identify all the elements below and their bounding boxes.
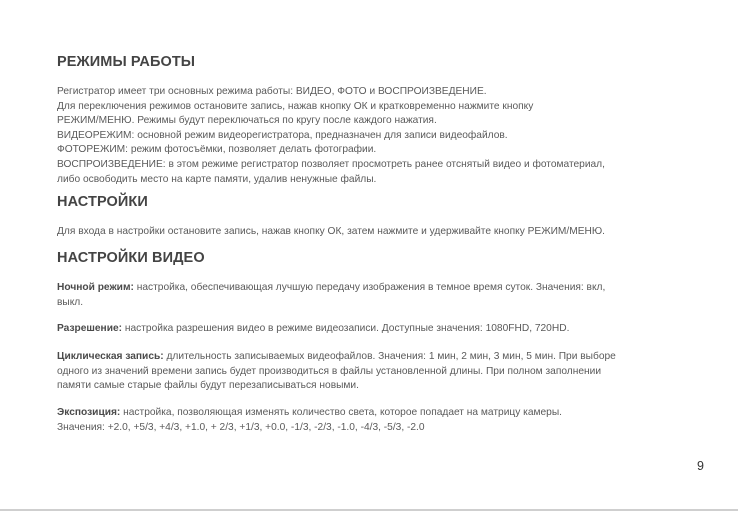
text-line: Для переключения режимов остановите запись, нажав кнопку ОК и кратковременно нажмите кнопку: [57, 100, 534, 112]
setting-loop-recording: [57, 350, 687, 394]
text-line: Регистратор имеет три основных режима работы: ВИДЕО, ФОТО и ВОСПРОИЗВЕДЕНИЕ.: [57, 86, 487, 97]
text-line: ВИДЕОРЕЖИМ: основной режим видеорегистратора, предназначен для записи видеофайлов.: [57, 129, 508, 141]
definition-text: настройка, позволяющая изменять количество света, которое попадает на матрицу камеры.: [120, 407, 562, 418]
paragraph-settings: [57, 225, 687, 240]
text-line: [57, 406, 687, 421]
definition-text: настройка разрешения видео в режиме видеозаписи. Доступные значения: 1080FHD, 720HD.: [122, 323, 570, 334]
text-line: Значения: +2.0, +5/3, +4/3, +1.0, + 2/3, +1/3, +0.0, -1/3, -2/3, -1.0, -4/3, -5/3, -2.0: [57, 421, 425, 433]
term-night-mode: Ночной режим:: [57, 282, 134, 293]
text-line: ВОСПРОИЗВЕДЕНИЕ: в этом режиме регистратор позволяет просмотреть ранее отснятый видео и фотоматериал,: [57, 158, 605, 170]
text-line: РЕЖИМ/МЕНЮ. Режимы будут переключаться по кругу после каждого нажатия.: [57, 115, 437, 127]
text-line: выкл.: [57, 296, 84, 308]
text-line: одного из значений времени запись будет производиться в файлы установленной длины. При полном заполнении: [57, 365, 602, 377]
definition-text: длительность записываемых видеофайлов. Значения: 1 мин, 2 мин, 3 мин, 5 мин. При выборе: [163, 351, 616, 362]
heading-settings: НАСТРОЙКИ: [57, 194, 148, 210]
term-exposure: Экспозиция:: [57, 407, 121, 418]
setting-exposure: [57, 406, 687, 435]
text-line: либо освободить место на карте памяти, удалив ненужные файлы.: [57, 173, 377, 185]
heading-video-settings: НАСТРОЙКИ ВИДЕО: [57, 250, 205, 266]
text-line: Для входа в настройки остановите запись, нажав кнопку ОК, затем нажмите и удерживайте кнопку РЕЖИМ/МЕНЮ.: [57, 226, 606, 237]
text-line: ФОТОРЕЖИМ: режим фотосъёмки, позволяет делать фотографии.: [57, 144, 377, 156]
definition-text: настройка, обеспечивающая лучшую передачу изображения в темное время суток. Значения: вкл,: [133, 282, 606, 293]
term-resolution: Разрешение:: [57, 323, 123, 334]
text-line: [57, 281, 687, 296]
text-line: [57, 350, 687, 365]
heading-operating-modes: РЕЖИМЫ РАБОТЫ: [57, 54, 196, 70]
text-line: [57, 322, 687, 337]
page-number: 9: [697, 459, 704, 473]
setting-resolution: [57, 322, 687, 337]
text-line: памяти самые старые файлы будут перезаписываться новыми.: [57, 380, 359, 392]
term-loop-recording: Циклическая запись:: [57, 351, 164, 362]
setting-night-mode: [57, 281, 687, 310]
paragraph-operating-modes: [57, 85, 687, 187]
